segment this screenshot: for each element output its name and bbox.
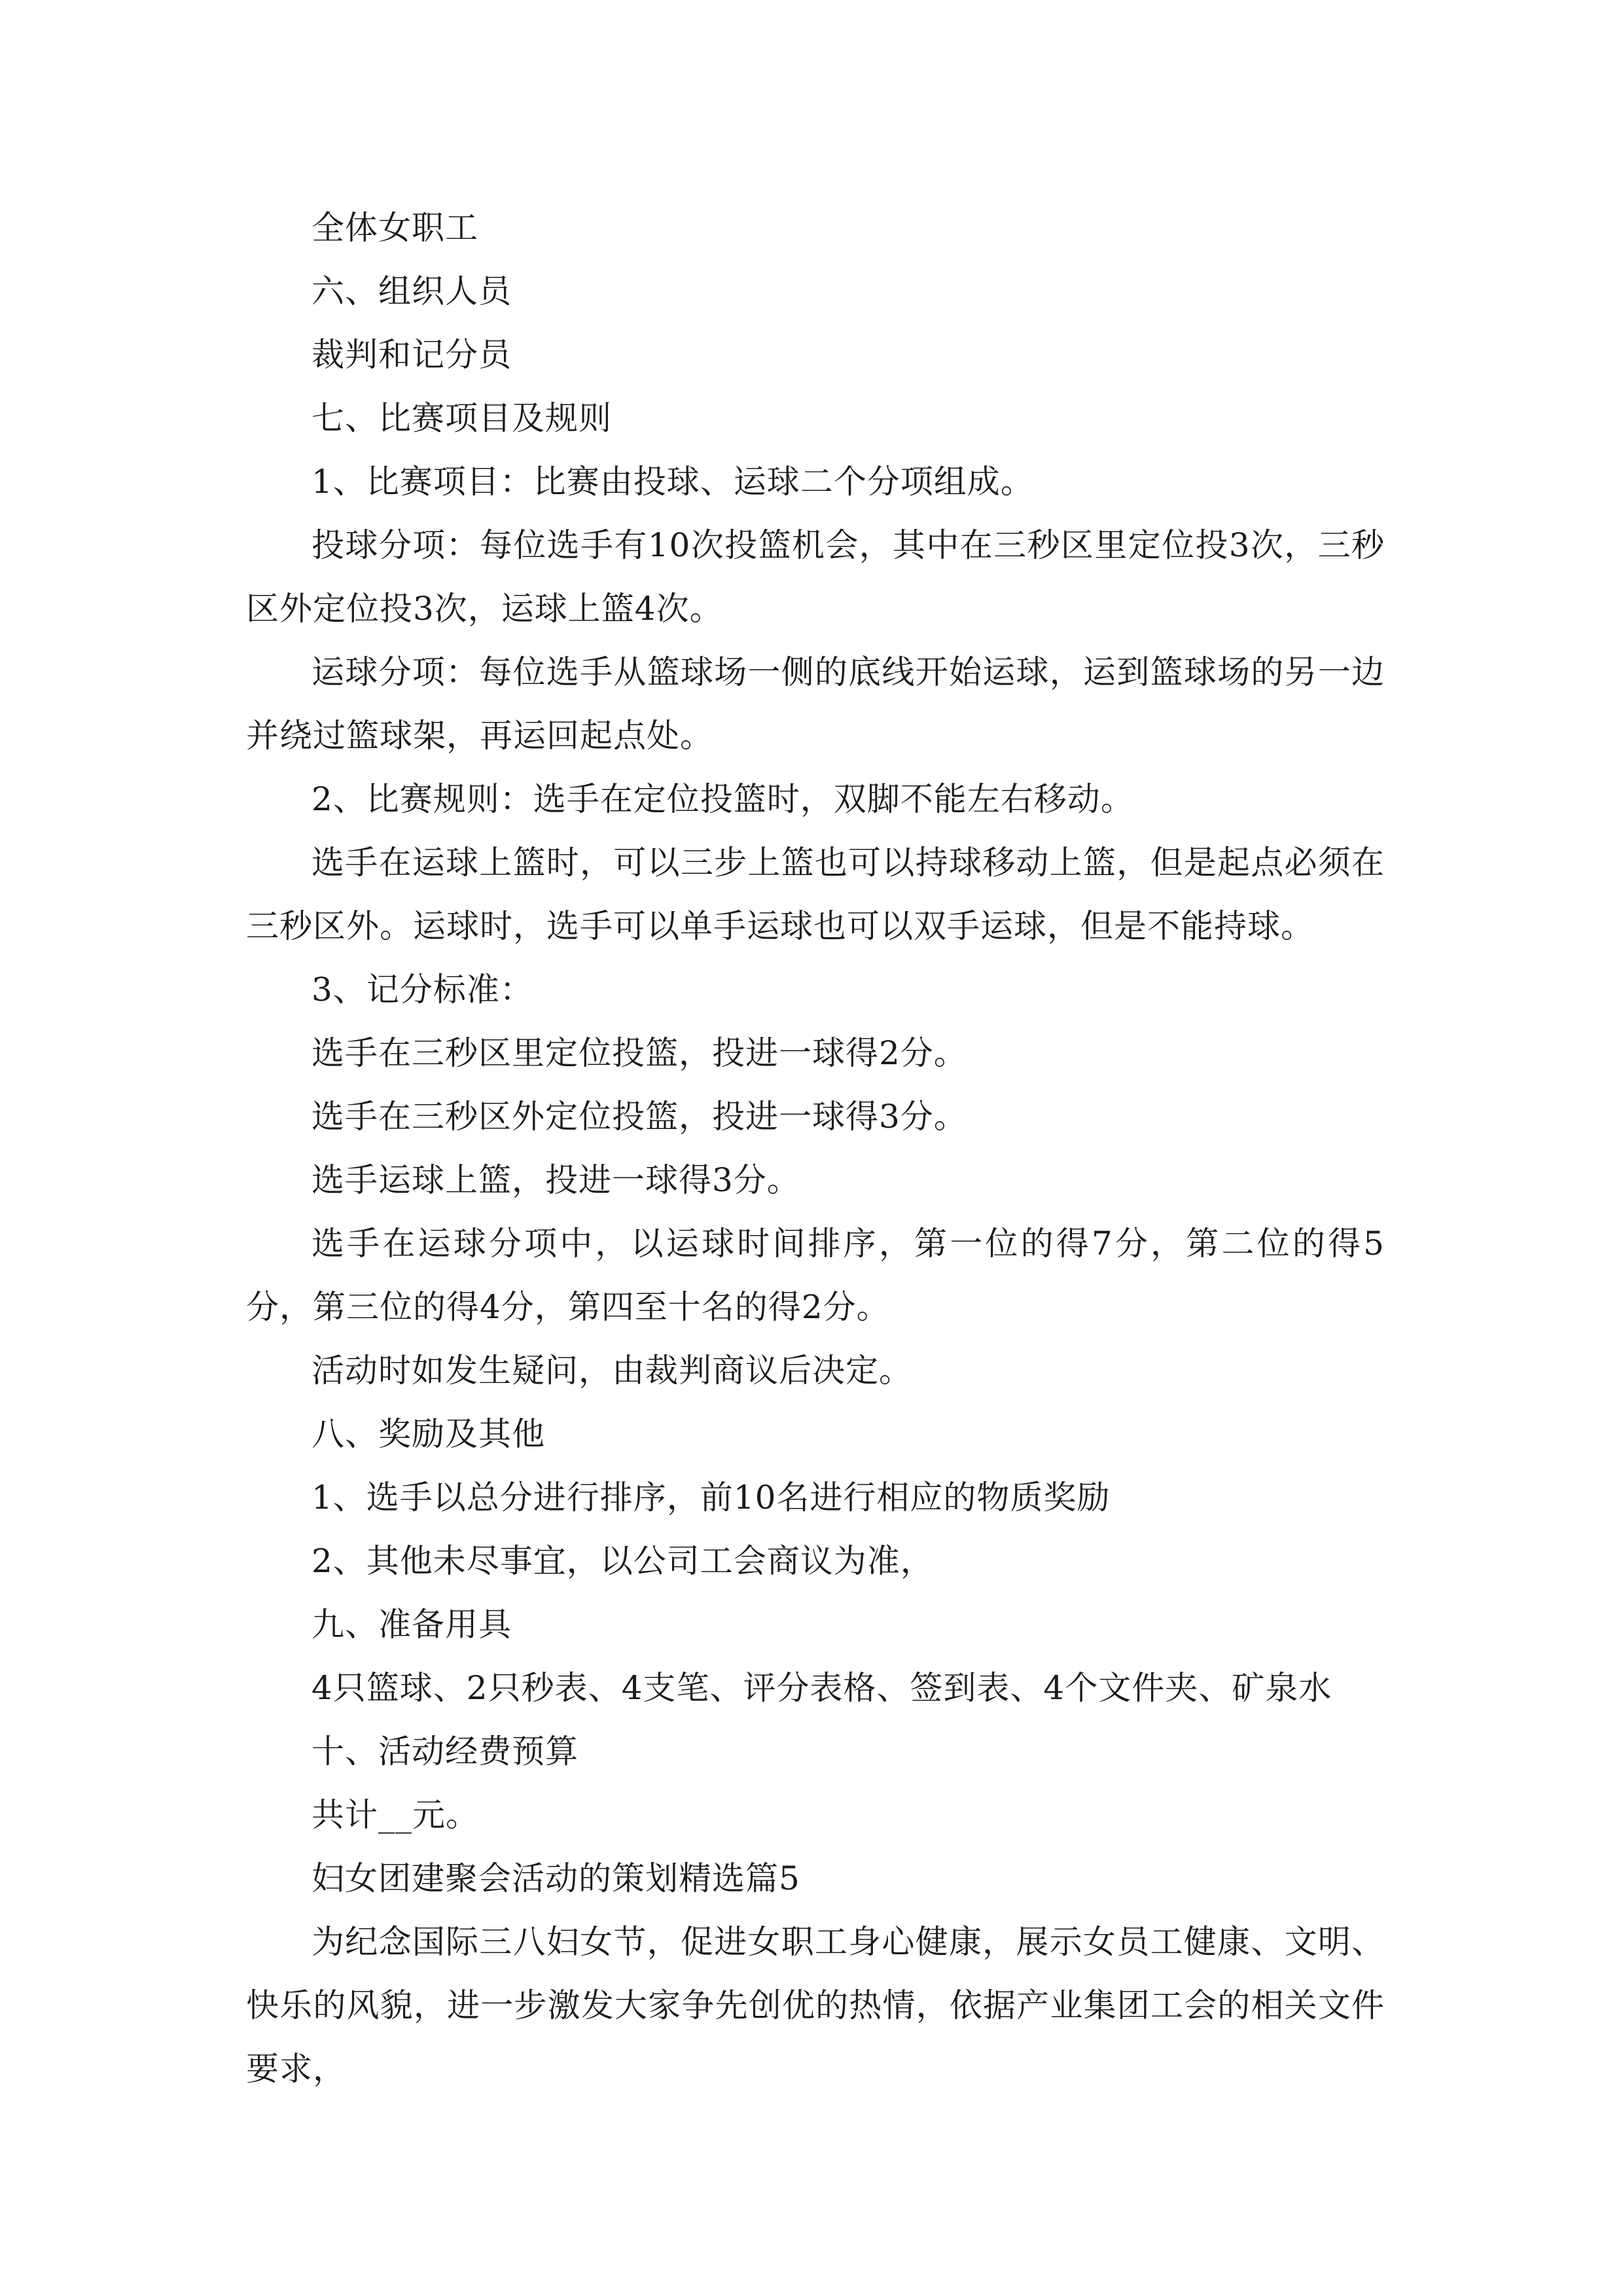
section-heading: 七、比赛项目及规则 xyxy=(312,399,612,437)
section-heading: 十、活动经费预算 xyxy=(312,1732,579,1770)
paragraph: 选手运球上篮，投进一球得3分。 xyxy=(312,1161,800,1199)
paragraph: 选手在运球上篮时，可以三步上篮也可以持球移动上篮，但是起点必须在三秒区外。运球时，选手可以单手运球也可以双手运球，但是不能持球。 xyxy=(246,844,1385,945)
article-title: 妇女团建聚会活动的策划精选篇5 xyxy=(312,1859,800,1897)
paragraph: 投球分项：每位选手有10次投篮机会，其中在三秒区里定位投3次，三秒区外定位投3次，运球上篮4次。 xyxy=(246,526,1385,628)
document-body xyxy=(246,196,1385,2101)
paragraph: 全体女职工 xyxy=(312,209,478,247)
paragraph: 裁判和记分员 xyxy=(312,336,512,374)
section-heading: 八、奖励及其他 xyxy=(312,1415,545,1453)
paragraph: 为纪念国际三八妇女节，促进女职工身心健康，展示女员工健康、文明、快乐的风貌，进一步激发大家争先创优的热情，依据产业集团工会的相关文件要求， xyxy=(246,1923,1385,2088)
paragraph: 2、比赛规则：选手在定位投篮时，双脚不能左右移动。 xyxy=(312,780,1134,818)
paragraph: 3、记分标准： xyxy=(312,971,533,1009)
paragraph: 活动时如发生疑问，由裁判商议后决定。 xyxy=(312,1352,912,1390)
section-heading: 六、组织人员 xyxy=(312,272,512,310)
paragraph: 2、其他未尽事宜，以公司工会商议为准， xyxy=(312,1542,934,1580)
paragraph: 选手在运球分项中，以运球时间排序，第一位的得7分，第二位的得5分，第三位的得4分，第四至十名的得2分。 xyxy=(246,1225,1385,1326)
paragraph: 1、比赛项目：比赛由投球、运球二个分项组成。 xyxy=(312,463,1034,501)
paragraph: 选手在三秒区外定位投篮，投进一球得3分。 xyxy=(312,1098,967,1136)
paragraph: 1、选手以总分进行排序，前10名进行相应的物质奖励 xyxy=(312,1479,1111,1516)
section-heading: 九、准备用具 xyxy=(312,1605,512,1643)
paragraph: 运球分项：每位选手从篮球场一侧的底线开始运球，运到篮球场的另一边并绕过篮球架，再运回起点处。 xyxy=(246,653,1385,755)
paragraph: 共计__元。 xyxy=(312,1796,479,1834)
paragraph: 4只篮球、2只秒表、4支笔、评分表格、签到表、4个文件夹、矿泉水 xyxy=(312,1669,1332,1707)
paragraph: 选手在三秒区里定位投篮，投进一球得2分。 xyxy=(312,1034,967,1072)
